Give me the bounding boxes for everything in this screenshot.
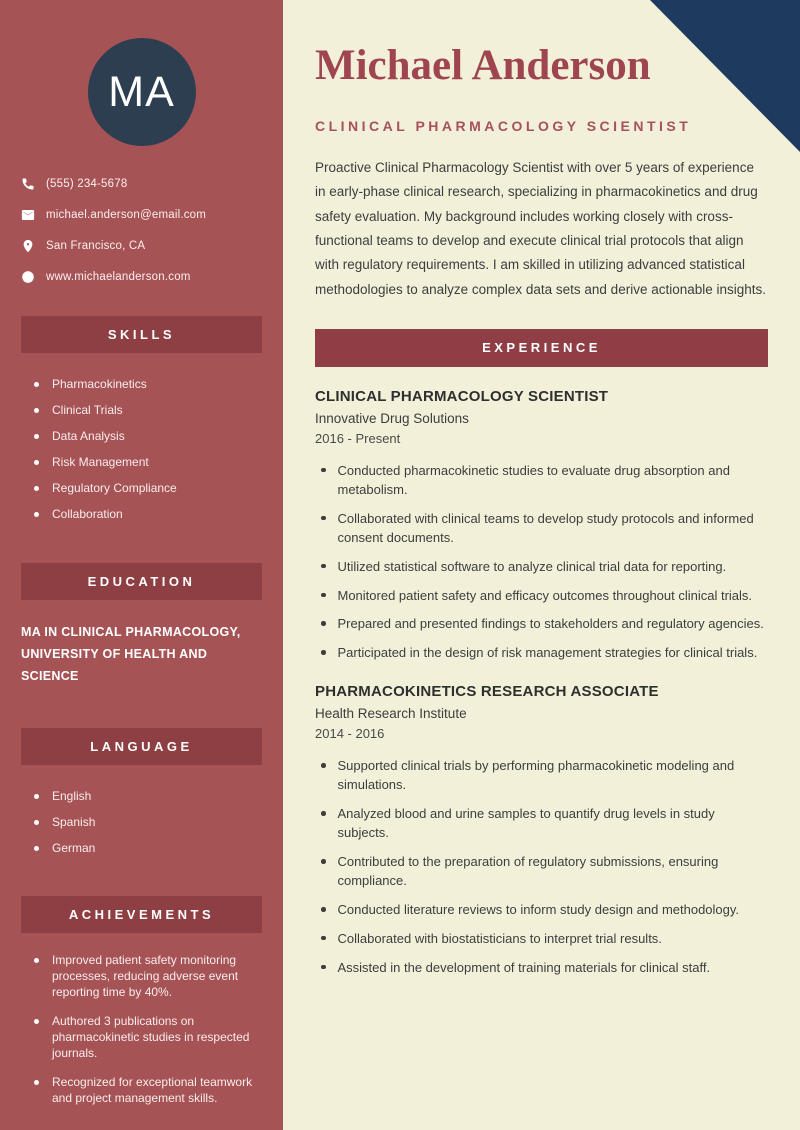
- achievements-list: [34, 953, 273, 1107]
- skills-header: [21, 316, 262, 353]
- job-bullet: Monitored patient safety and efficacy outcomes throughout clinical trials.: [321, 586, 768, 605]
- bullet-dot: [321, 621, 326, 626]
- job-bullet: Supported clinical trials by performing pharmacokinetic modeling and simulations.: [321, 756, 768, 794]
- job-bullet-list: [321, 461, 768, 662]
- sidebar: [0, 0, 283, 1130]
- achievements-header-label: ACHIEVEMENTS: [68, 907, 215, 923]
- job-company: Health Research Institute: [315, 706, 467, 722]
- bullet-dot: [321, 763, 326, 768]
- job-bullet: Conducted literature reviews to inform study design and methodology.: [321, 900, 768, 919]
- skills-header-label: SKILLS: [107, 327, 176, 342]
- job-bullet: Contributed to the preparation of regulatory submissions, ensuring compliance.: [321, 852, 768, 890]
- bullet-dot: [34, 434, 39, 439]
- bullet-dot: [321, 564, 326, 569]
- job-bullet: Collaborated with clinical teams to develop study protocols and informed consent documents.: [321, 509, 768, 547]
- job-company: Innovative Drug Solutions: [315, 410, 469, 426]
- achievements-header: [21, 896, 262, 933]
- bullet-dot: [321, 907, 326, 912]
- summary-paragraph: Proactive Clinical Pharmacology Scientist with over 5 years of experience in early-phase clinical research, specializing in pharmacokinetics and drug safety evaluation. My background includes working closely with cross-functional teams to develop and execute clinical trial protocols that align with regulatory requirements. I am skilled in utilizing advanced statistical methodologies to analyze complex data sets and derive actionable insights.: [315, 160, 767, 297]
- bullet-dot: [34, 1019, 39, 1024]
- bullet-dot: [34, 512, 39, 517]
- bullet-dot: [321, 593, 326, 598]
- bullet-dot: [321, 650, 326, 655]
- phone-icon: [20, 176, 35, 191]
- bullet-dot: [321, 936, 326, 941]
- role-subtitle: CLINICAL PHARMACOLOGY SCIENTIST: [315, 118, 692, 135]
- email-text: michael.anderson@email.com: [46, 208, 207, 221]
- job-bullet: Participated in the design of risk management strategies for clinical trials.: [321, 643, 768, 662]
- job-bullet: Prepared and presented findings to stakeholders and regulatory agencies.: [321, 614, 768, 633]
- contact-location: [20, 238, 269, 253]
- job-dates: 2014 - 2016: [315, 726, 385, 742]
- bullet-dot: [321, 811, 326, 816]
- skill-item: Pharmacokinetics: [34, 377, 273, 393]
- page-title: Michael Anderson: [315, 42, 651, 89]
- bullet-dot: [34, 958, 39, 963]
- bullet-dot: [321, 965, 326, 970]
- bullet-dot: [34, 846, 39, 851]
- phone-text: (555) 234-5678: [46, 177, 128, 190]
- language-header: [21, 728, 262, 765]
- skill-item: Clinical Trials: [34, 403, 273, 419]
- bullet-dot: [34, 486, 39, 491]
- bullet-dot: [321, 468, 326, 473]
- location-icon: [20, 238, 35, 253]
- education-header-label: EDUCATION: [87, 574, 196, 590]
- job-bullet: Assisted in the development of training materials for clinical staff.: [321, 958, 768, 977]
- bullet-dot: [34, 408, 39, 413]
- avatar: [88, 38, 196, 146]
- job-bullet: Conducted pharmacokinetic studies to evaluate drug absorption and metabolism.: [321, 461, 768, 499]
- experience-section-header: [315, 329, 768, 367]
- bullet-dot: [34, 794, 39, 799]
- language-header-label: LANGUAGE: [90, 738, 193, 754]
- bullet-dot: [321, 516, 326, 521]
- job-title: PHARMACOKINETICS RESEARCH ASSOCIATE: [315, 683, 659, 701]
- job-bullet: Analyzed blood and urine samples to quantify drug levels in study subjects.: [321, 804, 768, 842]
- language-item: English: [34, 789, 273, 805]
- contact-website: [20, 269, 269, 284]
- achievement-item: Recognized for exceptional teamwork and project management skills.: [34, 1075, 273, 1107]
- avatar-initials: MA: [108, 67, 175, 116]
- bullet-dot: [34, 820, 39, 825]
- skill-item: Data Analysis: [34, 429, 273, 445]
- job-entry: [315, 388, 768, 662]
- education-header: [21, 563, 262, 600]
- skill-item: Collaboration: [34, 507, 273, 523]
- main-column: [283, 0, 800, 1130]
- skill-item: Regulatory Compliance: [34, 481, 273, 497]
- experience-header-label: EXPERIENCE: [482, 340, 601, 356]
- email-icon: [20, 207, 35, 222]
- achievement-item: Authored 3 publications on pharmacokinetic studies in respected journals.: [34, 1014, 273, 1062]
- contact-phone: [20, 176, 269, 191]
- language-item: Spanish: [34, 815, 273, 831]
- bullet-dot: [321, 859, 326, 864]
- job-bullet: Collaborated with biostatisticians to interpret trial results.: [321, 929, 768, 948]
- bullet-dot: [34, 460, 39, 465]
- job-bullet-list: [321, 756, 768, 977]
- bullet-dot: [34, 1080, 39, 1085]
- location-text: San Francisco, CA: [46, 239, 146, 252]
- language-list: [34, 789, 273, 857]
- education-degree: MA IN CLINICAL PHARMACOLOGY, UNIVERSITY OF HEALTH AND SCIENCE: [21, 625, 241, 683]
- bullet-dot: [34, 382, 39, 387]
- globe-icon: [20, 269, 35, 284]
- job-dates: 2016 - Present: [315, 430, 401, 446]
- job-bullet: Utilized statistical software to analyze clinical trial data for reporting.: [321, 557, 768, 576]
- job-entry: [315, 683, 768, 977]
- job-title: CLINICAL PHARMACOLOGY SCIENTIST: [315, 387, 609, 405]
- skill-item: Risk Management: [34, 455, 273, 471]
- achievement-item: Improved patient safety monitoring processes, reducing adverse event reporting time by 40%.: [34, 953, 273, 1001]
- website-text: www.michaelanderson.com: [46, 270, 191, 283]
- contact-email: [20, 207, 269, 222]
- contact-section: [20, 176, 269, 284]
- skills-list: [34, 377, 273, 523]
- language-item: German: [34, 841, 273, 857]
